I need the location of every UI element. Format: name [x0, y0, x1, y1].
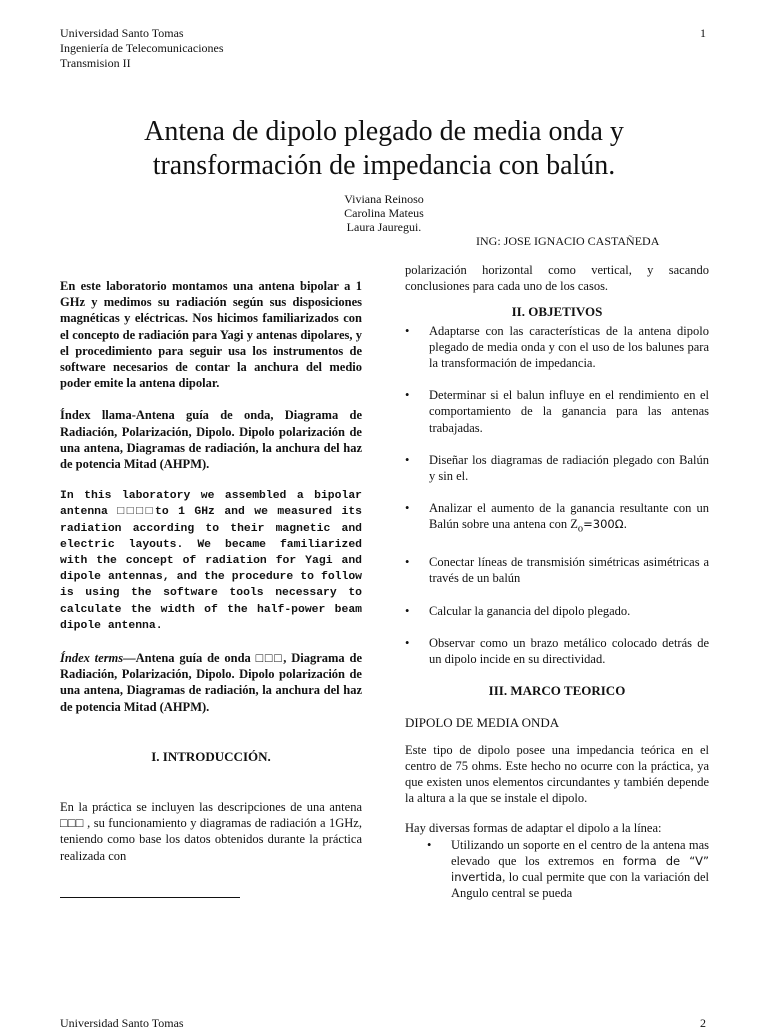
footnote-divider: [60, 897, 240, 898]
index-keywords: Índex llama-Antena guía de onda, Diagrama de Radiación, Polarización, Dipolo. Dipolo polarización de una antena, Diagramas de radiación, la anchura del haz de potencia Mitad (AHPM).: [60, 408, 362, 472]
header-course: Transmision II: [60, 56, 131, 70]
list-item: • Calcular la ganancia del dipolo plegado.: [405, 603, 631, 618]
author: Laura Jauregui.: [346, 220, 422, 234]
bullet-icon: •: [405, 501, 410, 516]
index-terms-label: Índex terms: [60, 651, 124, 666]
header-faculty: Ingeniería de Telecomunicaciones: [60, 41, 224, 55]
list-item: • Analizar el aumento de la ganancia resultante con un Balún sobre una antena con $Z_o=300\Omega$.: [405, 501, 709, 535]
bullet-icon: •: [405, 452, 410, 467]
list-item: • Conectar líneas de transmisión simétricas asimétricas a través de un balún: [405, 555, 709, 586]
header-university: Universidad Santo Tomas: [60, 26, 184, 40]
abstract-spanish: En este laboratorio montamos una antena bipolar a 1 GHz y medimos su radiación según sus disposiciones magnéticas y eléctricas. Nos hicimos familiarizados con el concepto de radiación para Yagi y antenas dipolares, y el procedimiento para seguir usa los instrumentos de software necesarios de contar la anchura del medio poder emite la antena dipolar.: [60, 279, 362, 391]
page-number: 1: [700, 26, 706, 40]
intro-text: En la práctica se incluyen las descripciones de una antena □□□ , su funcionamiento y diagramas de radiación a 1GHz, teniendo como base los datos obtenidos durante la práctica realizada con: [60, 800, 362, 863]
list-item: • Diseñar los diagramas de radiación plegado con Balún y sin el.: [405, 452, 709, 484]
left-column: [60, 278, 362, 864]
author: Carolina Mateus: [344, 206, 424, 220]
objetivos-heading: II. OBJETIVOS: [511, 304, 603, 320]
running-header: [60, 26, 224, 71]
footer-page-number: 2: [700, 1016, 706, 1030]
bullet-icon: •: [427, 837, 432, 852]
formas-list: [405, 837, 709, 902]
list-item: • Adaptarse con las características de la antena dipolo plegado de media onda y con el uso de los balunes para la transformación de impedancia.: [405, 323, 709, 371]
author-list: [0, 192, 768, 234]
index-terms: [60, 650, 362, 715]
bullet-icon: •: [405, 388, 410, 403]
marco-heading: III. MARCO TEORICO: [488, 683, 626, 699]
intro-heading: I. INTRODUCCIÓN.: [151, 748, 271, 764]
list-item: • Utilizando un soporte en el centro de la antena mas elevado que los extremos en forma de “V” invertida, lo cual permite que con la variación del Angulo central se pueda: [427, 837, 709, 901]
list-item: • Observar como un brazo metálico colocado detrás de un dipolo incide en su directividad.: [405, 635, 709, 666]
bullet-icon: •: [405, 635, 410, 650]
list-item: • Determinar si el balun influye en el rendimiento en el comportamiento de la ganancia para las antenas trabajadas.: [405, 388, 709, 435]
instructor-name: ING: JOSE IGNACIO CASTAÑEDA: [476, 234, 660, 248]
author: Viviana Reinoso: [344, 192, 424, 206]
dipolo-text: Este tipo de dipolo posee una impedancia teórica en el centro de 75 ohms. Este hecho no ocurre con la práctica, ya que existen unos elementos circundantes y también depende la altura a la que se instale el dipolo.: [405, 742, 709, 806]
formas-text: Hay diversas formas de adaptar el dipolo a la línea:: [405, 821, 662, 836]
dipolo-heading: DIPOLO DE MEDIA ONDA: [405, 715, 560, 731]
title-line-2: transformación de impedancia con balún.: [152, 150, 616, 181]
title-line-1: Antena de dipolo plegado de media onda y: [144, 116, 624, 147]
bullet-icon: •: [405, 603, 410, 618]
abstract-english: In this laboratory we assembled a bipolar antenna □□□□to 1 GHz and we measured its radiation according to their magnetic and electric layouts. We became familiarized with the concept of radiation for Yagi and dipole antennas, and the procedure to follow is using the software tools necessary to calculate the width of the half-power beam dipole antenna.: [60, 490, 362, 632]
footer-left: Universidad Santo Tomas: [60, 1016, 184, 1030]
bullet-icon: •: [405, 555, 410, 570]
continuation-text: polarización horizontal como vertical, y sacando conclusiones para cada uno de los casos.: [405, 263, 709, 294]
index-terms-text: —Antena guía de onda □□□, Diagrama de Radiación, Polarización, Dipolo. Dipolo polarización de una antena, Diagramas de radiación, la anchura del haz de potencia Mitad (AHPM).: [60, 651, 362, 714]
objetivos-list: [405, 323, 709, 668]
bullet-icon: •: [405, 323, 410, 338]
paper-title: [60, 115, 708, 183]
right-column: [405, 262, 709, 901]
